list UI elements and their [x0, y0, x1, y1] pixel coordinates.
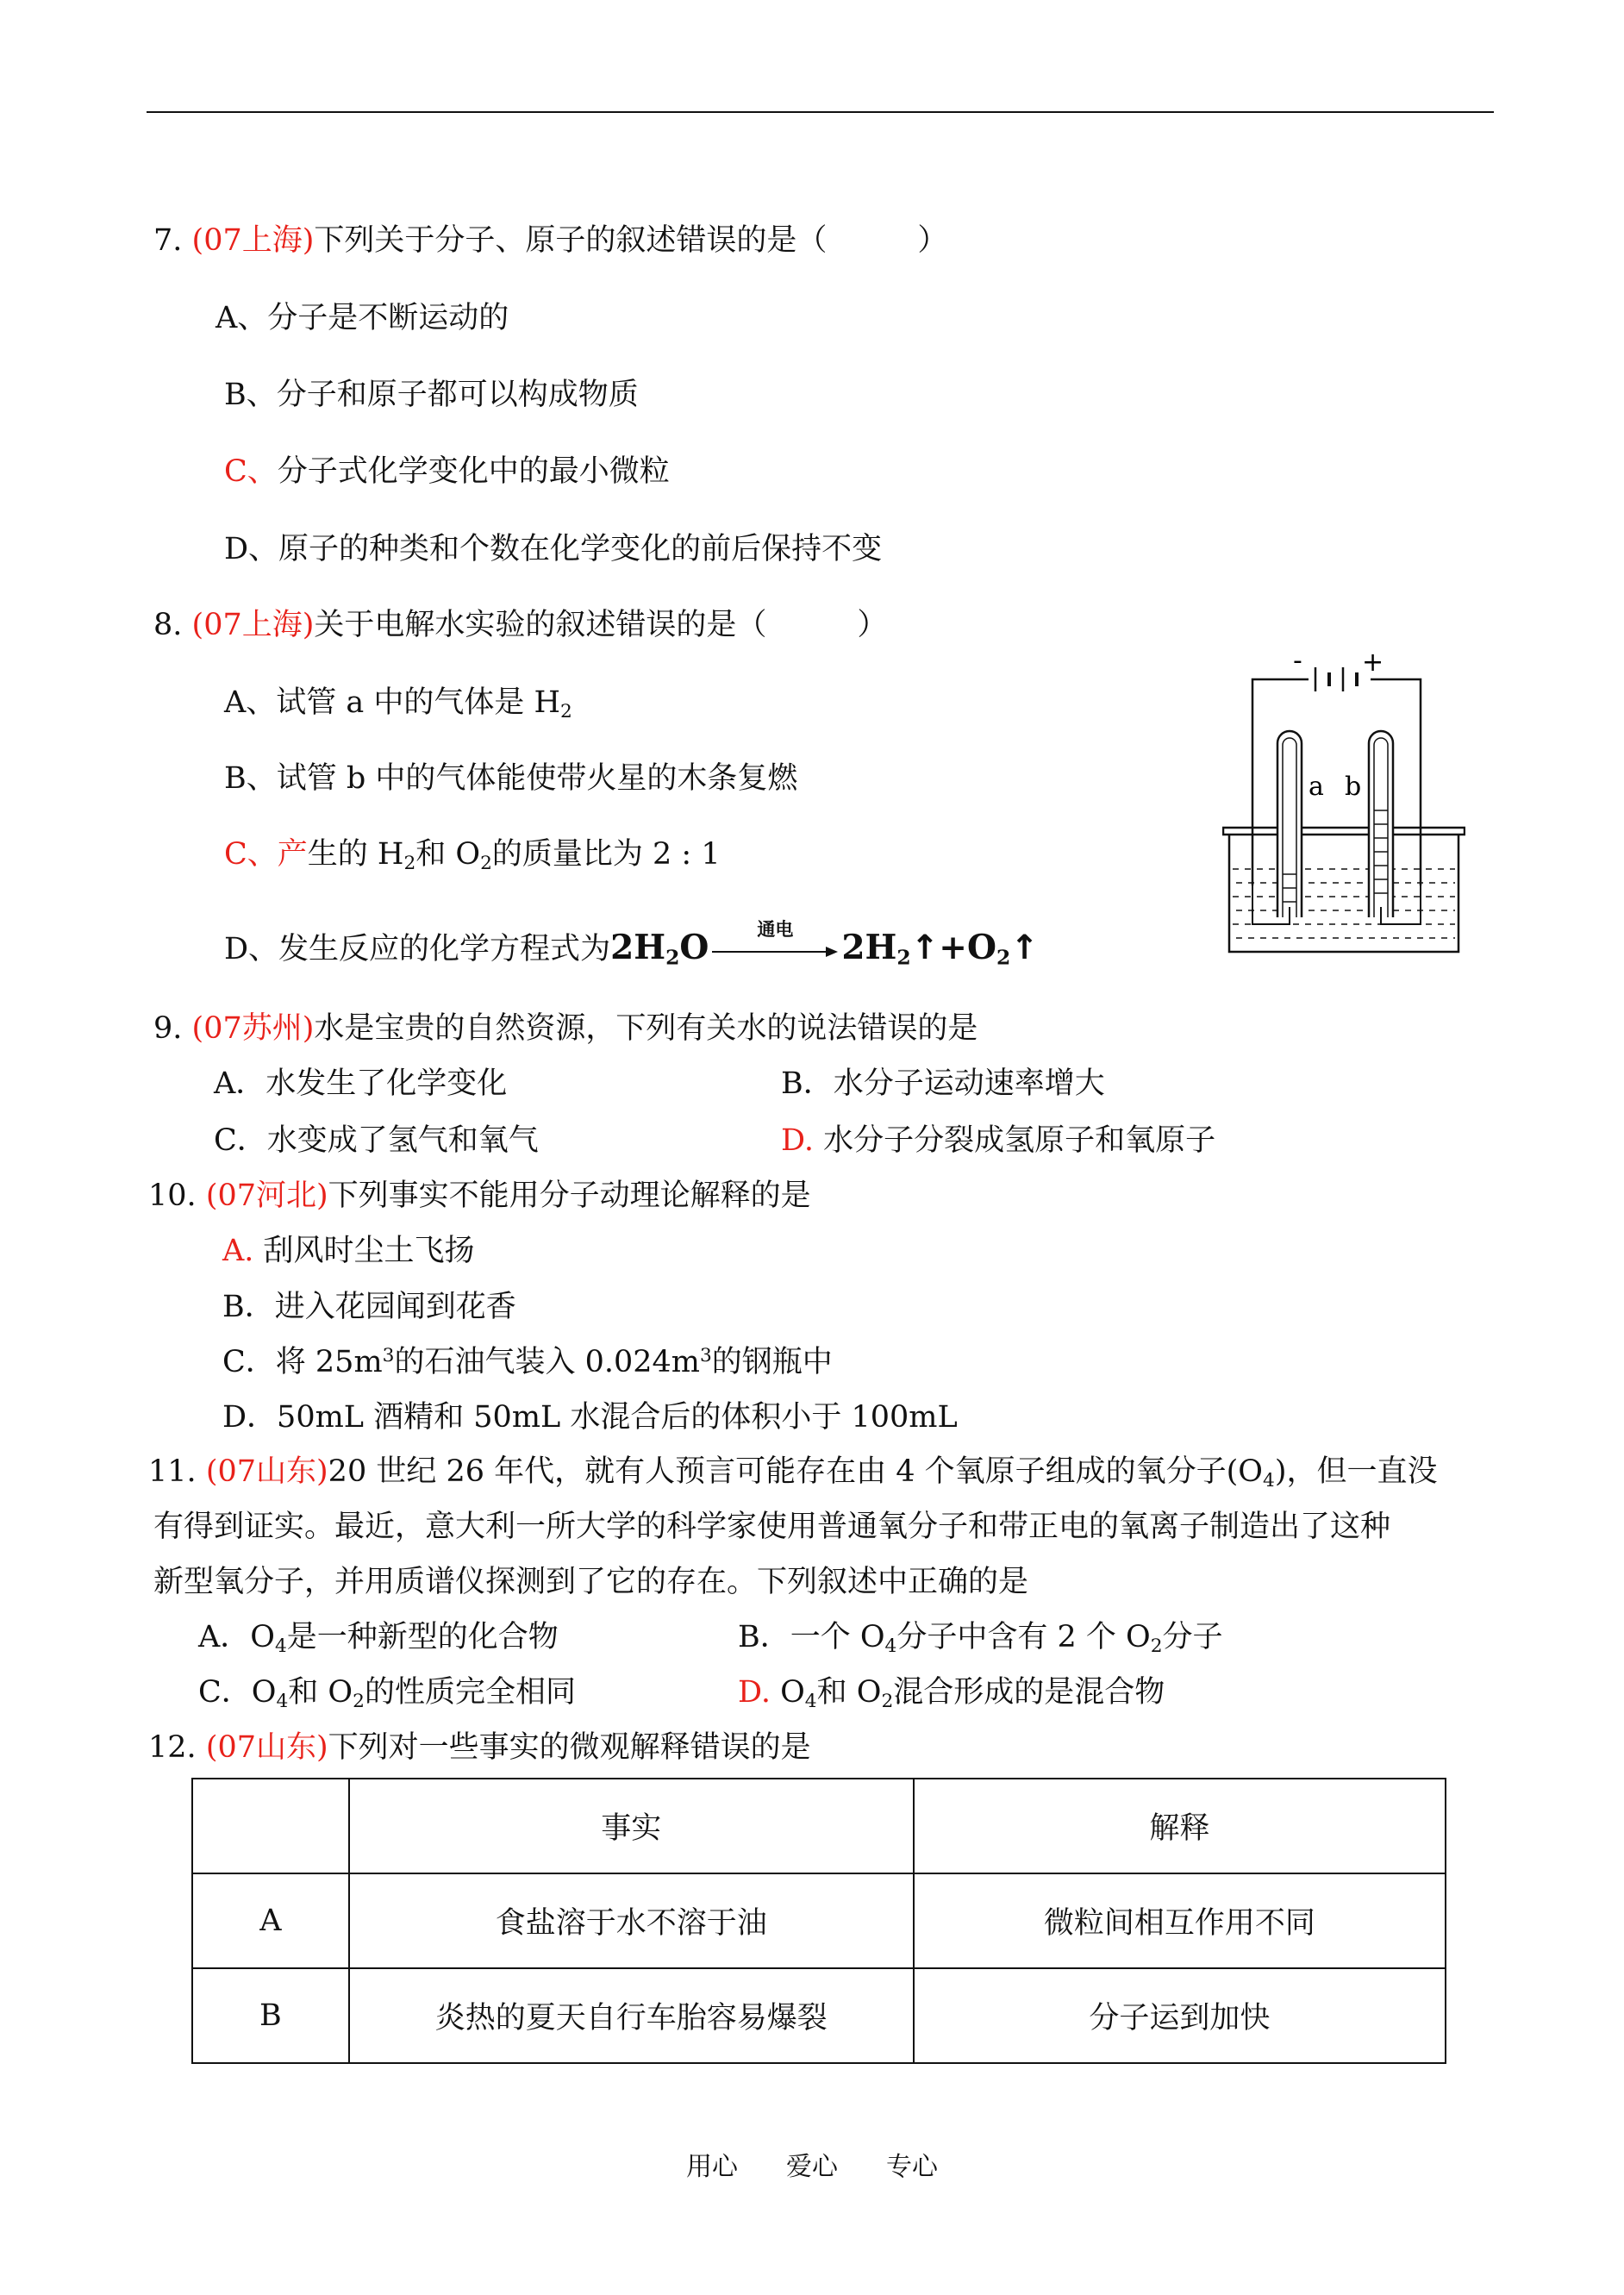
q10-option-c-pre: C．将 25m — [222, 1345, 383, 1379]
q7-source: (07上海) — [191, 223, 315, 258]
q10-option-a — [222, 1236, 475, 1266]
table-cell: B — [192, 1968, 349, 2063]
q11-option-b-sub1: 4 — [884, 1635, 897, 1658]
q11-option-a-post: 是一种新型的化合物 — [286, 1620, 559, 1654]
q7-option-c — [224, 454, 670, 489]
page-footer — [0, 2145, 1624, 2183]
q12-stem — [148, 1730, 811, 1765]
q8-option-d-text: D、发生反应的化学方程式为 — [224, 932, 611, 966]
q12-number: 12. — [148, 1730, 197, 1765]
footer-text-2: 爱心 — [786, 2152, 838, 2182]
q11-stem-line3: 新型氧分子，并用质谱仪探测到了它的存在。下列叙述中正确的是 — [153, 1565, 1029, 1599]
eq-product-o2: +O — [939, 928, 996, 967]
q12-source: (07山东) — [205, 1730, 328, 1765]
q8-option-c-sub2: 2 — [480, 853, 492, 875]
table-header-cell: 事实 — [349, 1779, 914, 1873]
q8-text: 关于电解水实验的叙述错误的是（ ） — [314, 608, 888, 642]
q9-option-d-letter: D. — [781, 1123, 814, 1158]
q10-text: 下列事实不能用分子动理论解释的是 — [328, 1179, 811, 1213]
q11-option-b-pre: B．一个 O — [738, 1620, 885, 1654]
q9-number: 9. — [153, 1011, 183, 1046]
q11-option-a — [198, 1620, 559, 1658]
q11-line1-pre: 20 世纪 26 年代，就有人预言可能存在由 4 个氧原子组成的氧分子(O — [328, 1454, 1263, 1489]
q11-option-d-letter: D. — [738, 1675, 771, 1710]
q11-option-a-pre: A．O — [198, 1620, 275, 1654]
q10-option-c-sup1: 3 — [382, 1345, 395, 1367]
q8-option-a-sub: 2 — [560, 701, 572, 723]
q9-option-c: C．水变成了氢气和氧气 — [214, 1123, 539, 1158]
table-cell: 分子运到加快 — [914, 1968, 1446, 2063]
q9-text: 水是宝贵的自然资源，下列有关水的说法错误的是 — [314, 1011, 978, 1046]
q8-number: 8. — [153, 608, 183, 642]
battery-minus-label: - — [1293, 648, 1302, 676]
tube-a-label: a — [1309, 772, 1324, 802]
table-cell: 微粒间相互作用不同 — [914, 1873, 1446, 1968]
q8-stem — [153, 610, 887, 641]
q8-option-c-post: 的质量比为 2 : 1 — [491, 837, 721, 872]
q11-option-c-mid: 和 O — [288, 1675, 353, 1710]
header-rule — [147, 111, 1494, 113]
table-cell: A — [192, 1873, 349, 1968]
facts-table — [191, 1778, 1446, 2064]
q11-line1-post: )，但一直没 — [1274, 1454, 1438, 1489]
q7-option-c-letter: C、 — [224, 454, 278, 489]
table-header-cell — [192, 1779, 349, 1873]
q11-stem-line2: 有得到证实。最近，意大利一所大学的科学家使用普通氧分子和带正电的氧离子制造出了这种 — [153, 1510, 1391, 1544]
q8-option-c-sub1: 2 — [403, 853, 416, 875]
q12-text: 下列对一些事实的微观解释错误的是 — [328, 1730, 811, 1765]
q11-source: (07山东) — [205, 1454, 328, 1489]
eq-reactant: 2H — [610, 928, 666, 967]
q11-option-a-sub: 4 — [274, 1635, 287, 1658]
q8-option-c-pre: 生的 H — [307, 837, 404, 872]
q11-number: 11. — [148, 1454, 197, 1489]
eq-reactant-sub: 2 — [665, 945, 680, 970]
tube-b-label: b — [1345, 772, 1362, 802]
gas-up-arrow-icon-2: ↑ — [1010, 929, 1039, 967]
q11-option-d-sub1: 4 — [804, 1691, 817, 1713]
q9-option-a: A．水发生了化学变化 — [214, 1066, 508, 1101]
q9-option-b: B．水分子运动速率增大 — [781, 1066, 1105, 1101]
q7-option-a: A、分子是不断运动的 — [215, 301, 509, 335]
reaction-condition: 通电 — [757, 918, 794, 940]
q10-option-c — [222, 1345, 833, 1379]
q10-option-a-text: 刮风时尘土飞扬 — [263, 1234, 475, 1268]
q11-option-c — [198, 1675, 576, 1713]
table-row — [192, 1968, 1446, 2063]
q11-option-c-sub1: 4 — [276, 1691, 289, 1713]
q11-option-b-sub2: 2 — [1150, 1635, 1163, 1658]
q7-stem — [153, 223, 948, 258]
table-row — [192, 1873, 1446, 1968]
q8-option-a-text: A、试管 a 中的气体是 H — [224, 685, 561, 720]
q11-option-d-mid: 和 O — [816, 1675, 882, 1710]
q9-source: (07苏州) — [191, 1011, 315, 1046]
q10-option-d: D．50mL 酒精和 50mL 水混合后的体积小于 100mL — [222, 1400, 958, 1435]
q8-option-b: B、试管 b 中的气体能使带火星的木条复燃 — [224, 761, 798, 796]
q9-stem — [153, 1011, 978, 1046]
eq-product-h2: 2H — [841, 928, 897, 967]
q10-option-a-letter: A. — [222, 1234, 254, 1268]
q8-option-a — [224, 685, 572, 723]
eq-product-o2-sub: 2 — [996, 945, 1011, 970]
q8-option-c-mid: 和 O — [415, 837, 481, 872]
q11-option-c-sub2: 2 — [353, 1691, 365, 1713]
footer-text-1: 用心 — [686, 2152, 738, 2182]
chemical-equation — [610, 918, 1039, 970]
footer-text-3: 专心 — [886, 2152, 938, 2182]
q10-option-c-mid: 的石油气装入 0.024m — [394, 1345, 700, 1379]
q8-source: (07上海) — [191, 608, 315, 642]
table-header-cell: 解释 — [914, 1779, 1446, 1873]
gas-up-arrow-icon: ↑ — [910, 929, 940, 967]
battery-plus-label: + — [1362, 648, 1384, 678]
q11-option-d-pre: O — [780, 1675, 805, 1710]
q10-option-c-post: 的钢瓶中 — [711, 1345, 833, 1379]
eq-product-h2-sub: 2 — [896, 945, 911, 970]
q7-option-c-text: 分子式化学变化中的最小微粒 — [277, 454, 670, 489]
q10-stem — [148, 1181, 811, 1211]
q7-option-b: B、分子和原子都可以构成物质 — [224, 378, 639, 412]
q7-text: 下列关于分子、原子的叙述错误的是（ ） — [314, 223, 948, 258]
q11-option-b-mid: 分子中含有 2 个 O — [896, 1620, 1151, 1654]
q8-option-c-letter: C、产 — [224, 837, 308, 872]
q11-stem-line1 — [148, 1454, 1438, 1492]
reaction-arrow — [710, 918, 840, 963]
q8-option-d — [224, 918, 1039, 970]
q9-option-d-text: 水分子分裂成氢原子和氧原子 — [823, 1123, 1216, 1158]
table-header-row — [192, 1779, 1446, 1873]
electrolysis-diagram — [1222, 648, 1465, 959]
q10-number: 10. — [148, 1179, 197, 1213]
q11-option-d-sub2: 2 — [881, 1691, 894, 1713]
q7-number: 7. — [153, 223, 183, 258]
q10-source: (07河北) — [205, 1179, 328, 1213]
q11-line1-sub: 4 — [1263, 1470, 1275, 1492]
q11-option-d — [738, 1675, 1165, 1713]
q11-option-c-post: 的性质完全相同 — [364, 1675, 576, 1710]
q10-option-c-sup2: 3 — [699, 1345, 712, 1367]
q11-option-b — [738, 1620, 1223, 1658]
q9-option-d — [781, 1123, 1216, 1158]
q11-option-c-pre: C．O — [198, 1675, 277, 1710]
arrow-right-icon — [710, 939, 840, 965]
eq-reactant-o: O — [679, 928, 709, 967]
q11-option-d-post: 混合形成的是混合物 — [893, 1675, 1165, 1710]
q11-option-b-post: 分子 — [1162, 1620, 1223, 1654]
table-cell: 食盐溶于水不溶于油 — [349, 1873, 914, 1968]
table-cell: 炎热的夏天自行车胎容易爆裂 — [349, 1968, 914, 2063]
q8-option-c — [224, 837, 721, 875]
q7-option-d: D、原子的种类和个数在化学变化的前后保持不变 — [224, 532, 883, 566]
q10-option-b: B．进入花园闻到花香 — [222, 1290, 516, 1324]
